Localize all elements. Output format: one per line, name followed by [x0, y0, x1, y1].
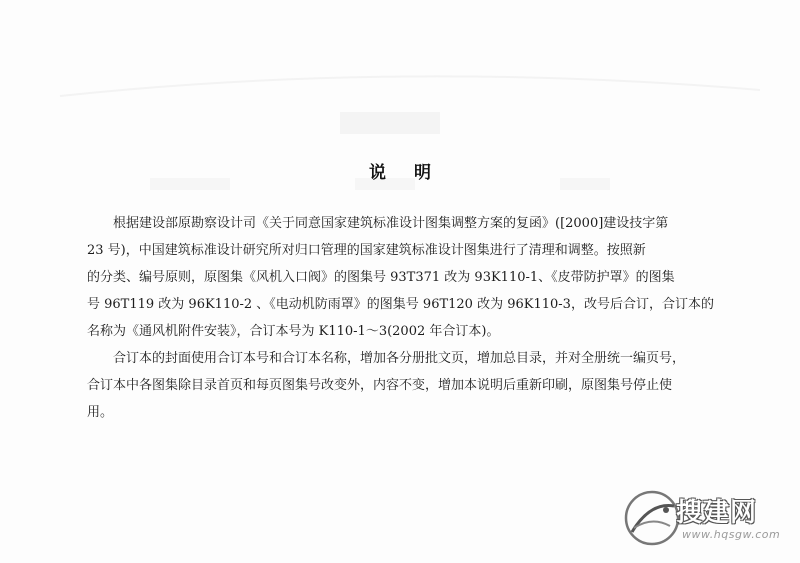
paragraph-1-line-2: 23 号)，中国建筑标准设计研究所对归口管理的国家建筑标准设计图集进行了清理和调整。按照新	[87, 243, 646, 258]
paragraph-2-line-3: 用。	[87, 405, 114, 420]
paragraph-1-line-5: 名称为《通风机附件安装》，合订本号为 K110-1～3(2002 年合订本)。	[87, 324, 500, 339]
watermark	[622, 488, 790, 550]
watermark-url: www.hqsgw.com	[682, 528, 781, 541]
watermark-text: 搜建网	[676, 498, 758, 528]
paragraph-1-line-3: 的分类、编号原则，原图集《风机入口阀》的图集号 93T371 改为 93K110-1、《皮带防护罩》的图集	[87, 270, 675, 285]
paragraph-1-line-4: 号 96T119 改为 96K110-2 、《电动机防雨罩》的图集号 96T120 改为 96K110-3，改号后合订，合订本的	[87, 297, 714, 312]
paragraph-2-line-1: 合订本的封面使用合订本号和合订本名称，增加各分册批文页，增加总目录，并对全册统一编页号，	[113, 351, 686, 366]
swoosh-logo-icon	[622, 488, 682, 548]
paragraph-1-line-1: 根据建设部原勘察设计司《关于同意国家建筑标准设计图集调整方案的复函》([2000]建设技字第	[113, 216, 669, 231]
page-title: 说明	[369, 163, 459, 183]
body-text	[87, 210, 717, 426]
paragraph-2-line-2: 合订本中各图集除目录首页和每页图集号改变外，内容不变，增加本说明后重新印刷，原图集号停止使	[87, 378, 673, 393]
